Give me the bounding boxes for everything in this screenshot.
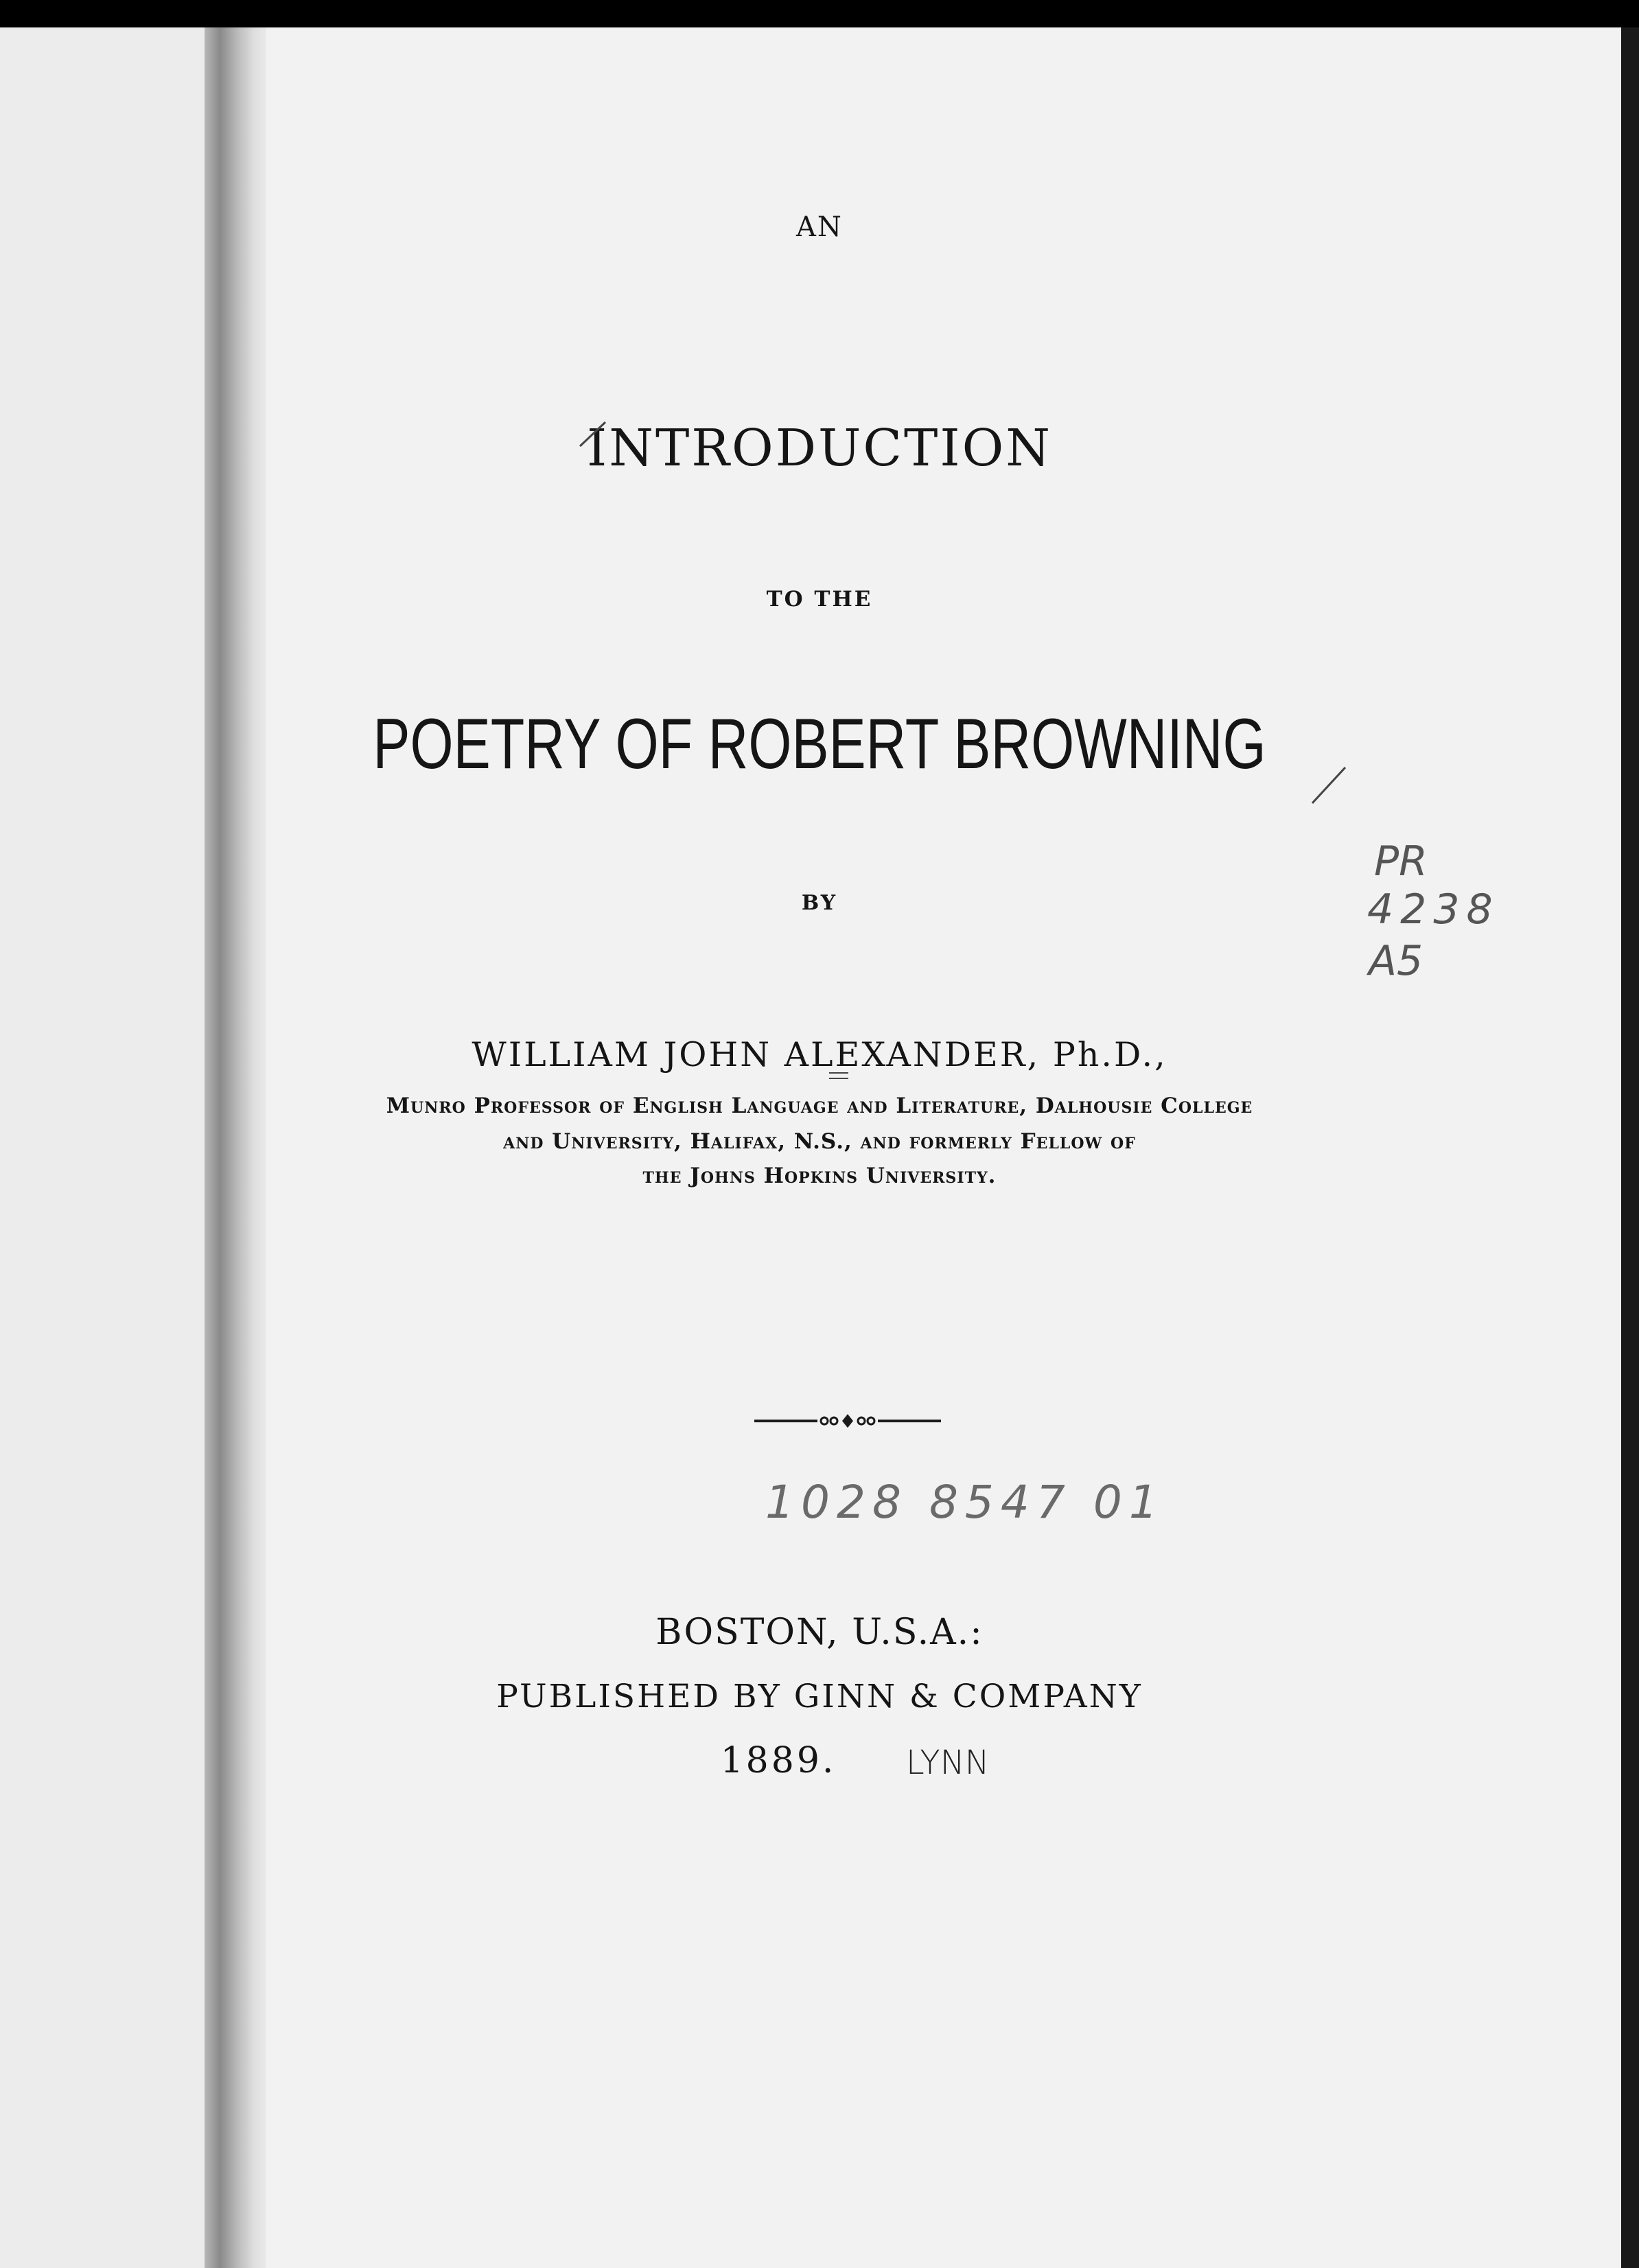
accession-number: 1028 8547 01 — [765, 1476, 1165, 1529]
pencil-marks — [0, 27, 1639, 2268]
author-degree: Ph.D., — [1052, 1035, 1167, 1074]
scanned-book-spread — [0, 27, 1639, 2268]
title-by: BY — [801, 891, 838, 915]
title-to-the: TO THE — [766, 587, 873, 612]
call-number-line-3: A5 — [1369, 937, 1423, 985]
call-number-line-2: 4238 — [1367, 886, 1500, 934]
library-mark: LYNN — [906, 1744, 990, 1782]
title-introduction: INTRODUCTION — [586, 419, 1053, 478]
author-name: WILLIAM JOHN ALEXANDER, — [472, 1035, 1041, 1074]
credentials-line-3: the Johns Hopkins University. — [642, 1164, 997, 1188]
imprint-publisher: PUBLISHED BY GINN & COMPANY — [496, 1678, 1143, 1715]
credentials-line-2: and University, Halifax, N.S., and formerly Fellow of — [503, 1129, 1136, 1154]
imprint-place: BOSTON, U.S.A.: — [655, 1612, 984, 1653]
main-title: POETRY OF ROBERT BROWNING — [373, 704, 1266, 784]
title-an: AN — [796, 211, 843, 243]
imprint-year: 1889. — [720, 1740, 837, 1781]
credentials-line-1: Munro Professor of English Language and Literature, Dalhousie College — [386, 1094, 1253, 1118]
call-number-line-1: PR — [1374, 837, 1428, 886]
